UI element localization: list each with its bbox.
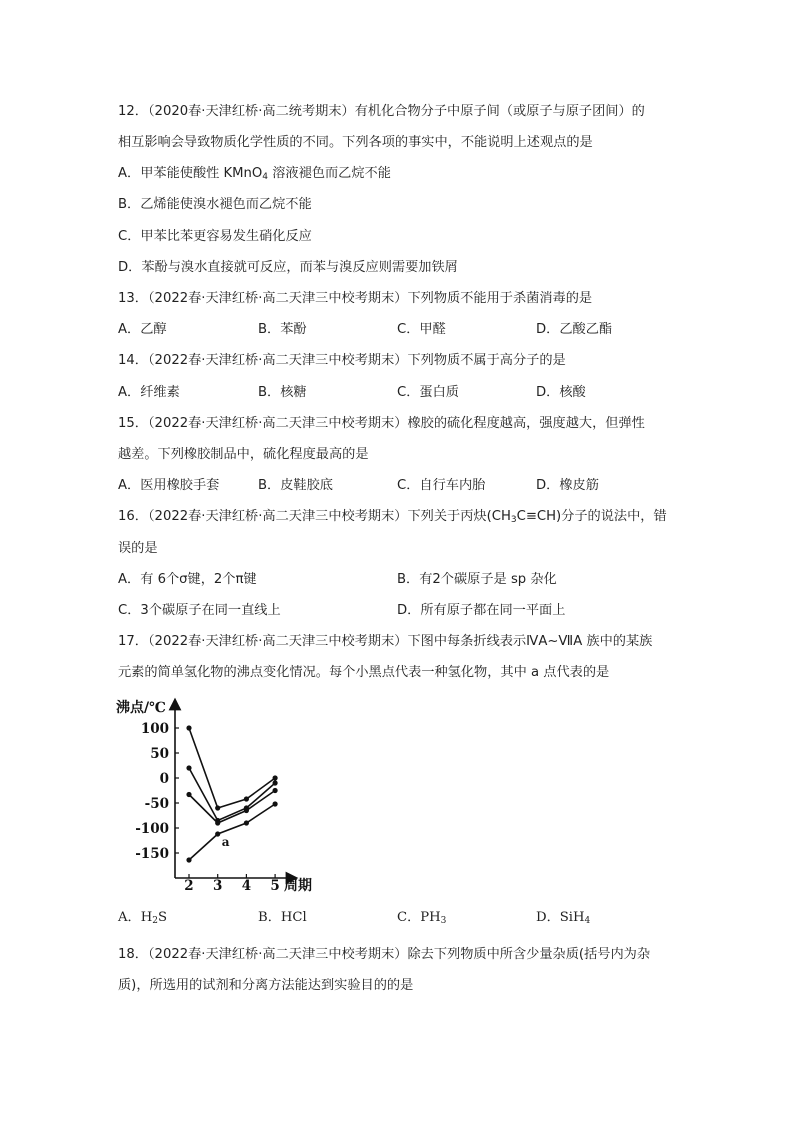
y-tick-label: 100 [140, 721, 169, 737]
q14-option-d: D．核酸 [536, 385, 586, 400]
q15-option-b: B．皮鞋胶底 [258, 478, 333, 493]
q12-stem-line2: 相互影响会导致物质化学性质的不同。下列各项的事实中，不能说明上述观点的是 [118, 135, 593, 150]
q16-stem-line2: 误的是 [118, 541, 158, 556]
data-point [244, 820, 249, 825]
point-a-label: a [221, 835, 230, 849]
x-tick-label: 5 [270, 878, 280, 894]
q16-option-c: C．3个碳原子在同一直线上 [118, 603, 281, 618]
q14-option-a: A．纤维素 [118, 385, 180, 400]
q17-option-a: A．$H_2S$ [118, 910, 167, 926]
data-point [244, 796, 249, 801]
data-point [215, 805, 220, 810]
q15-option-d: D．橡皮筋 [536, 478, 599, 493]
y-axis-label: 沸点/℃ [116, 700, 166, 716]
series-line-3 [189, 791, 275, 824]
y-tick-label: 0 [159, 771, 169, 787]
data-point [273, 788, 278, 793]
q17-option-c: C．$PH_3$ [397, 910, 447, 926]
y-tick-label: -50 [144, 796, 169, 812]
data-point [186, 857, 191, 862]
q13-option-b: B．苯酚 [258, 322, 307, 337]
q16-option-d: D．所有原子都在同一平面上 [397, 603, 566, 618]
data-point [273, 775, 278, 780]
q15-option-a: A．医用橡胶手套 [118, 478, 220, 493]
q17-option-b: B．HCl [258, 910, 307, 925]
data-point [273, 780, 278, 785]
series-line-1 [189, 728, 275, 808]
data-point [273, 801, 278, 806]
x-tick-label: 4 [241, 878, 252, 894]
y-tick-label: -150 [135, 846, 169, 862]
series-line-4 [189, 804, 275, 860]
data-point [244, 808, 249, 813]
q14-option-b: B．核糖 [258, 385, 307, 400]
x-axis-label: 周期 [284, 878, 312, 894]
q15-stem-line2: 越差。下列橡胶制品中，硫化程度最高的是 [118, 447, 369, 462]
q18-stem-line2: 质)，所选用的试剂和分离方法能达到实验目的的是 [118, 978, 414, 993]
data-point [186, 725, 191, 730]
q12-stem-line1: 12．（2020春·天津红桥·高二统考期末）有机化合物分子中原子间（或原子与原子团间）的 [118, 104, 645, 119]
data-point [186, 765, 191, 770]
y-tick-label: 50 [150, 746, 169, 762]
q12-option-a: A．甲苯能使酸性 KMnO$_4$ 溶液褪色而乙烷不能 [118, 166, 391, 182]
q14-stem: 14．（2022春·天津红桥·高二天津三中校考期末）下列物质不属于高分子的是 [118, 353, 566, 368]
data-point [215, 831, 220, 836]
q16-stem-line1: 16．（2022春·天津红桥·高二天津三中校考期末）下列关于丙炔$(CH_3C\equiv CH)$分子的说法中，错 [118, 509, 667, 525]
q15-stem-line1: 15．（2022春·天津红桥·高二天津三中校考期末）橡胶的硫化程度越高，强度越大，但弹性 [118, 416, 645, 431]
data-point [186, 792, 191, 797]
q13-option-c: C．甲醛 [397, 322, 446, 337]
q17-stem-line2: 元素的简单氢化物的沸点变化情况。每个小黑点代表一种氢化物，其中 a 点代表的是 [118, 665, 610, 680]
q18-stem-line1: 18．（2022春·天津红桥·高二天津三中校考期末）除去下列物质中所含少量杂质(括号内为杂 [118, 947, 651, 962]
x-tick-label: 2 [184, 878, 194, 894]
q13-option-d: D．乙酸乙酯 [536, 322, 613, 337]
boiling-point-chart [112, 690, 327, 895]
data-point [215, 820, 220, 825]
q16-option-b: B．有2个碳原子是 sp 杂化 [397, 572, 557, 587]
q15-option-c: C．自行车内胎 [397, 478, 486, 493]
q17-option-d: D．SiH$_4$ [536, 910, 591, 926]
q12-option-b: B．乙烯能使溴水褪色而乙烷不能 [118, 197, 312, 212]
q12-option-c: C．甲苯比苯更容易发生硝化反应 [118, 229, 312, 244]
q13-option-a: A．乙醇 [118, 322, 167, 337]
q12-option-d: D．苯酚与溴水直接就可反应，而苯与溴反应则需要加铁屑 [118, 260, 458, 275]
q13-stem: 13．（2022春·天津红桥·高二天津三中校考期末）下列物质不能用于杀菌消毒的是 [118, 291, 593, 306]
q17-stem-line1: 17．（2022春·天津红桥·高二天津三中校考期末）下图中每条折线表示ⅣA~ⅦA 族中的某族 [118, 634, 653, 649]
q14-option-c: C．蛋白质 [397, 385, 459, 400]
q16-option-a: A．有 6个σ键，2个π键 [118, 572, 257, 587]
y-tick-label: -100 [135, 821, 169, 837]
x-tick-label: 3 [212, 878, 223, 894]
